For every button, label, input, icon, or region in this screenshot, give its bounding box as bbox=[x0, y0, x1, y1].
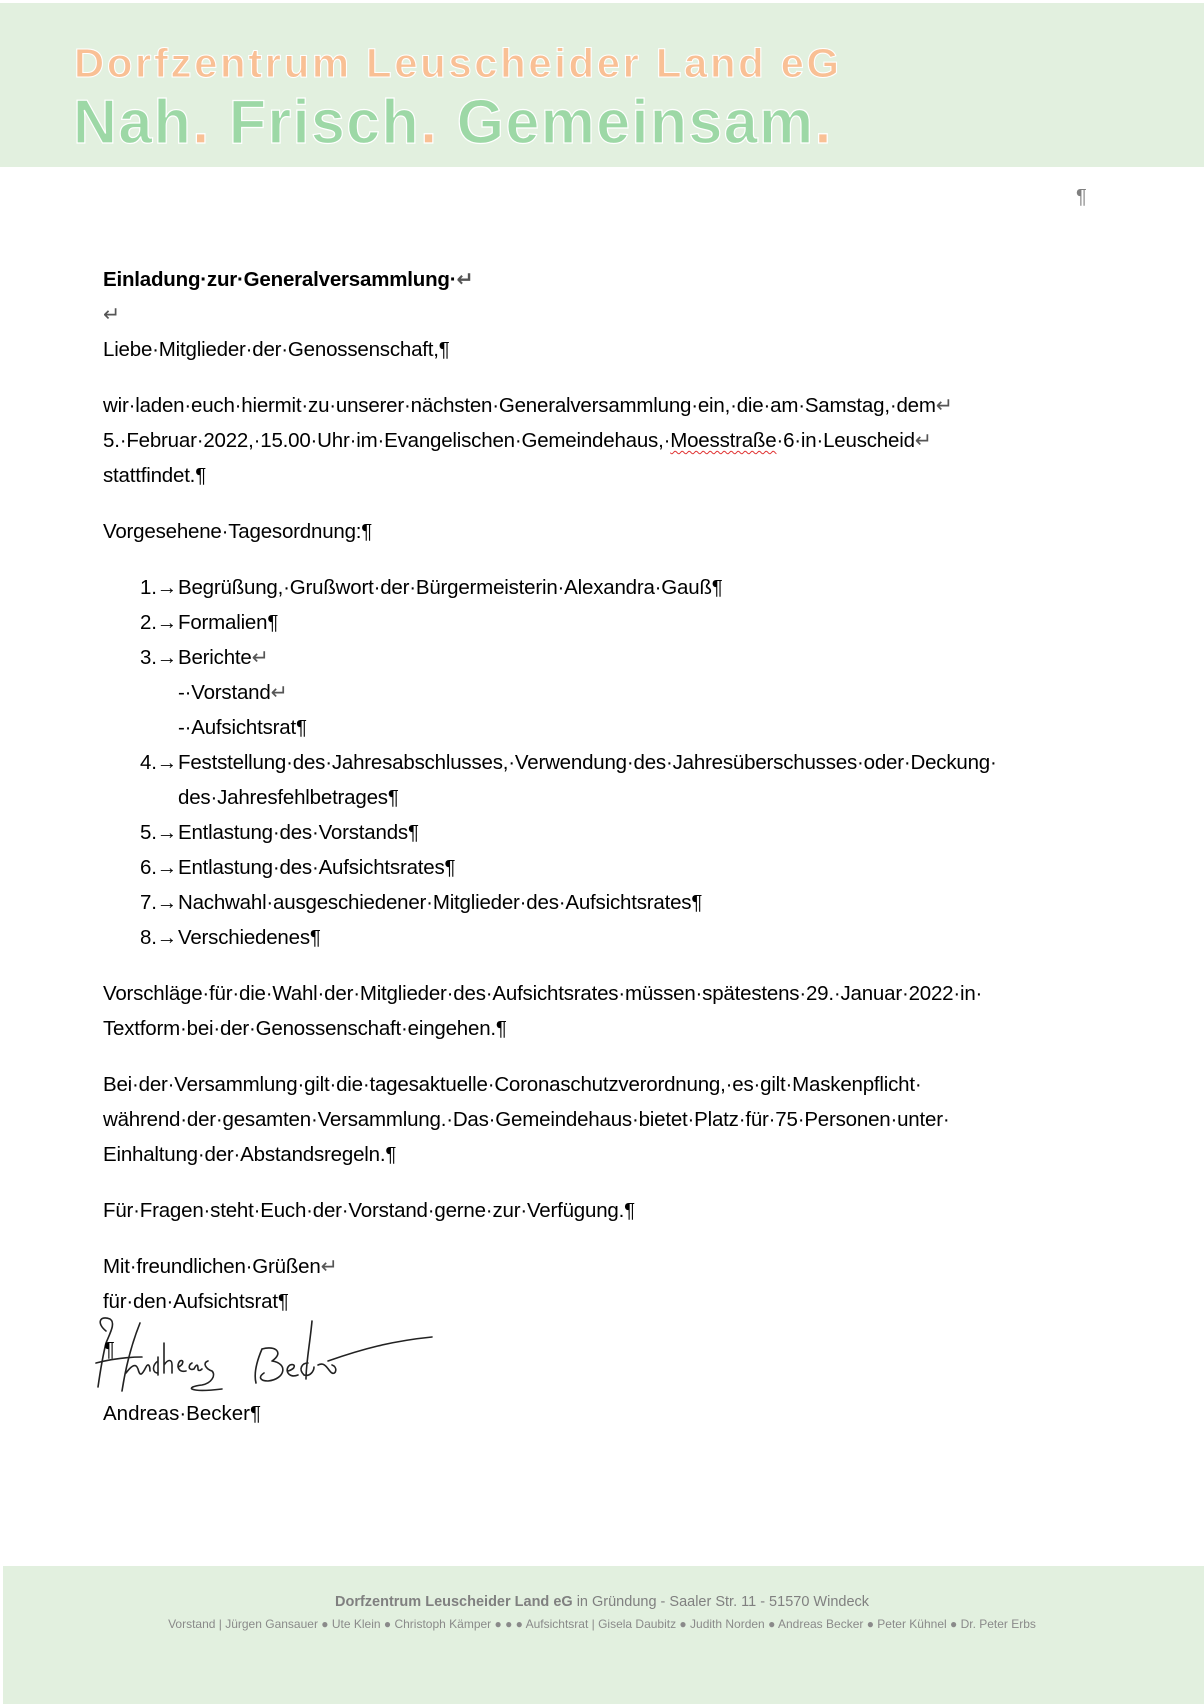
spellcheck-flagged-word[interactable]: Moesstraße bbox=[670, 429, 777, 452]
footer-board-members: Vorstand | Jürgen Gansauer ● Ute Klein ● Christoph Kämper ● ● ● Aufsichtsrat | Gisela Daubitz ● Judith Norden ● Andreas Becker ● Peter Kühnel ● Dr. Peter Erbs bbox=[168, 1617, 1036, 1631]
agenda-number: 8.→ bbox=[140, 926, 178, 949]
letter-title: Einladung·zur·Generalversammlung·↵ bbox=[103, 268, 474, 291]
agenda-item: 4.→ Feststellung·des·Jahresabschlusses,·Verwendung·des·Jahresüberschusses·oder·Deckung· des·Jahresfehlbetrages¶ bbox=[103, 745, 1093, 815]
covid-line-2: während·der·gesamten·Versammlung.·Das·Gemeindehaus·bietet·Platz·für·75·Personen·unter· bbox=[103, 1108, 950, 1131]
proposals-line-1: Vorschläge·für·die·Wahl·der·Mitglieder·des·Aufsichtsrates·müssen·spätestens·29.·Januar·2022·in· bbox=[103, 982, 983, 1005]
closing-line-1: Mit·freundlichen·Grüßen↵ bbox=[103, 1255, 338, 1278]
footer-address: in Gründung - Saaler Str. 11 - 51570 Windeck bbox=[572, 1594, 870, 1610]
letter-body[interactable] bbox=[103, 262, 1093, 1319]
slogan-word: Gemeinsam bbox=[456, 88, 815, 157]
covid-line-1: Bei·der·Versammlung·gilt·die·tagesaktuelle·Coronaschutzverordnung,·es·gilt·Maskenpflicht· bbox=[103, 1073, 922, 1096]
slogan-word: Frisch bbox=[228, 88, 421, 157]
intro-line-3: stattfindet.¶ bbox=[103, 464, 206, 487]
pilcrow-mark: ¶ bbox=[385, 1143, 397, 1166]
line-break-mark: ↵ bbox=[456, 268, 474, 291]
agenda-item: 6.→ Entlastung·des·Aufsichtsrates¶ bbox=[103, 850, 1093, 885]
letterhead-organization-name: Dorfzentrum Leuscheider Land eG bbox=[74, 40, 842, 86]
line-break-mark: ↵ bbox=[103, 303, 120, 326]
signature-stroke bbox=[318, 1364, 336, 1373]
slogan-dot: . bbox=[420, 88, 439, 157]
signature-stroke bbox=[287, 1365, 298, 1376]
agenda-item: 1.→ Begrüßung,·Grußwort·der·Bürgermeisterin·Alexandra·Gauß¶ bbox=[103, 570, 1093, 605]
agenda-subitem: -·Vorstand↵ bbox=[178, 681, 288, 704]
agenda-subitem: -·Aufsichtsrat¶ bbox=[178, 716, 307, 739]
agenda-heading: Vorgesehene·Tagesordnung:¶ bbox=[103, 520, 373, 543]
intro-line-2: 5.·Februar·2022,·15.00·Uhr·im·Evangelischen·Gemeindehaus,·Moesstraße·6·in·Leuscheid↵ bbox=[103, 429, 932, 452]
pilcrow-mark: ¶ bbox=[195, 464, 206, 487]
line-break-mark: ↵ bbox=[914, 429, 932, 452]
agenda-number: 3.→ bbox=[140, 646, 178, 669]
pilcrow-mark: ¶ bbox=[361, 520, 373, 543]
questions-line: Für·Fragen·steht·Euch·der·Vorstand·gerne·zur·Verfügung.¶ bbox=[103, 1199, 635, 1222]
signature-image bbox=[92, 1313, 437, 1401]
agenda-number: 4.→ bbox=[140, 751, 178, 774]
agenda-item: 5.→ Entlastung·des·Vorstands¶ bbox=[103, 815, 1093, 850]
signature-stroke bbox=[328, 1337, 432, 1361]
covid-line-3: Einhaltung·der·Abstandsregeln.¶ bbox=[103, 1143, 397, 1166]
signature-stroke bbox=[164, 1343, 172, 1373]
agenda-number: 2.→ bbox=[140, 611, 178, 634]
line-break-mark: ↵ bbox=[935, 394, 953, 417]
pilcrow-mark: ¶ bbox=[438, 338, 450, 361]
letterhead-slogan bbox=[73, 88, 833, 157]
footer-banner bbox=[3, 1566, 1204, 1704]
signature-stroke bbox=[301, 1321, 314, 1379]
slogan-word: Nah bbox=[73, 88, 193, 157]
intro-line-1: wir·laden·euch·hiermit·zu·unserer·nächsten·Generalversammlung·ein,·die·am·Samstag,·dem↵ bbox=[103, 394, 953, 417]
signature-stroke bbox=[154, 1357, 159, 1375]
pilcrow-mark: ¶ bbox=[624, 1199, 635, 1222]
signer-name: Andreas·Becker¶ bbox=[103, 1402, 261, 1425]
slogan-dot: . bbox=[192, 88, 211, 157]
signature-stroke bbox=[178, 1361, 186, 1372]
pilcrow-mark: ¶ bbox=[104, 1339, 115, 1361]
agenda-item: 3.→ Berichte↵ -·Vorstand↵ -·Aufsichtsrat¶ bbox=[103, 640, 1093, 745]
agenda-number: 1.→ bbox=[140, 576, 178, 599]
proposals-line-2: Textform·bei·der·Genossenschaft·eingehen.¶ bbox=[103, 1017, 507, 1040]
pilcrow-mark: ¶ bbox=[495, 1017, 507, 1040]
agenda-number: 7.→ bbox=[140, 891, 178, 914]
agenda-number: 5.→ bbox=[140, 821, 178, 844]
pilcrow-mark: ¶ bbox=[249, 1402, 261, 1425]
agenda-item-continuation: des·Jahresfehlbetrages¶ bbox=[178, 786, 399, 809]
signature-stroke bbox=[255, 1348, 283, 1383]
signature-stroke bbox=[189, 1363, 202, 1371]
slogan-dot: . bbox=[814, 88, 833, 157]
signature-stroke bbox=[126, 1365, 150, 1374]
closing-line-2: für·den·Aufsichtsrat¶ bbox=[103, 1290, 289, 1313]
empty-line bbox=[103, 297, 1093, 332]
agenda-item: 7.→ Nachwahl·ausgeschiedener·Mitglieder·des·Aufsichtsrates¶ bbox=[103, 885, 1093, 920]
footer-org-name: Dorfzentrum Leuscheider Land eG bbox=[334, 1594, 573, 1610]
agenda-number: 6.→ bbox=[140, 856, 178, 879]
agenda-item: 2.→ Formalien¶ bbox=[103, 605, 1093, 640]
footer-organization-address bbox=[0, 1594, 1204, 1610]
line-break-mark: ↵ bbox=[320, 1255, 338, 1278]
agenda-list bbox=[103, 570, 1093, 955]
pilcrow-mark: ¶ bbox=[277, 1290, 289, 1313]
pilcrow-mark: ¶ bbox=[1076, 186, 1087, 208]
salutation: Liebe·Mitglieder·der·Genossenschaft,¶ bbox=[103, 338, 450, 361]
agenda-item: 8.→ Verschiedenes¶ bbox=[103, 920, 1093, 955]
